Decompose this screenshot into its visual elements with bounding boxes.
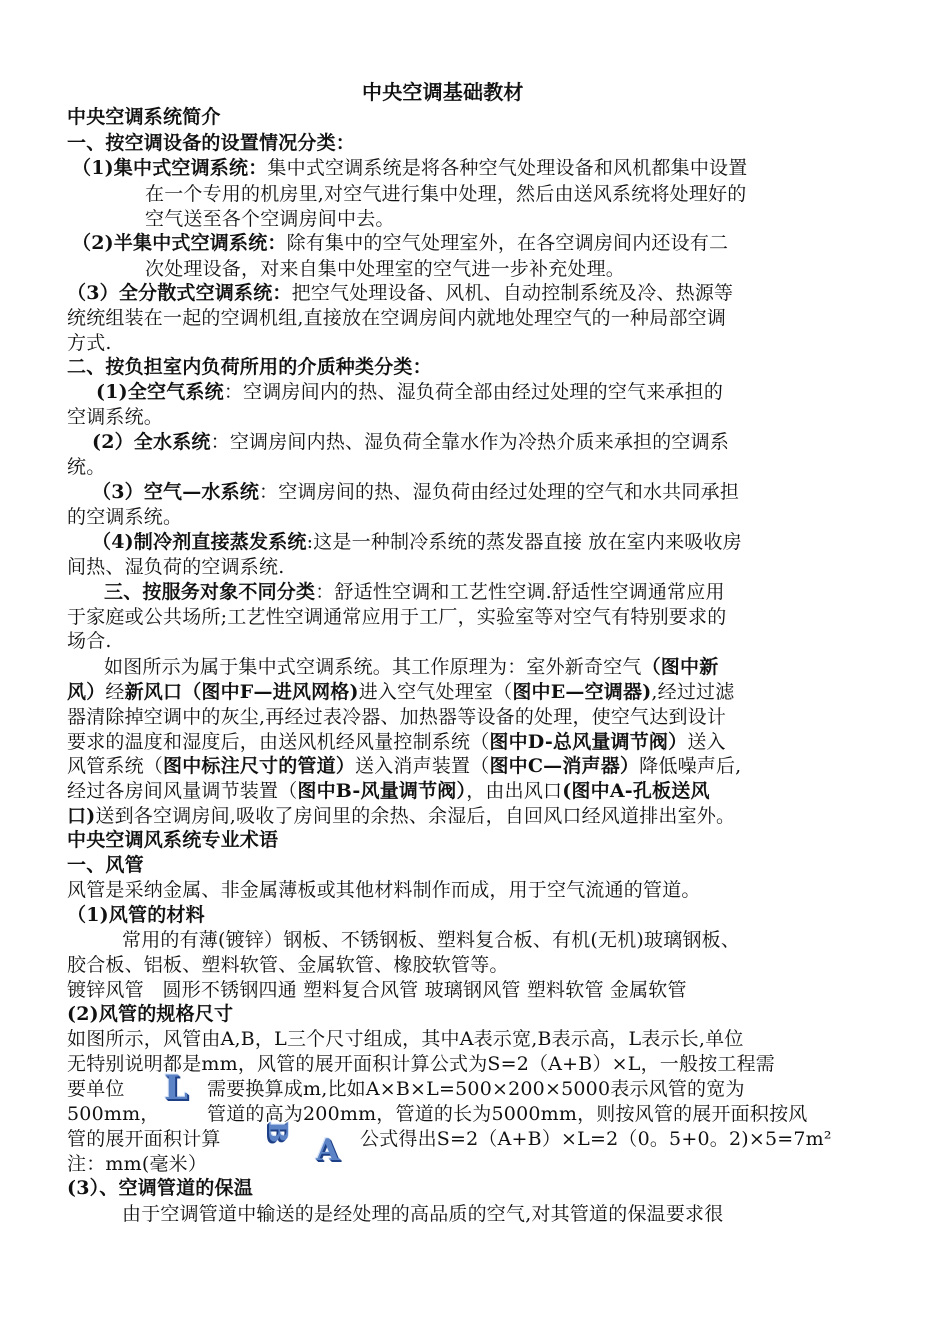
term-all-water: (2）全水系统 — [92, 431, 211, 453]
text: ，由出风口 — [466, 780, 563, 802]
bold-text: 图中D-总风量调节阀） — [489, 731, 688, 753]
document-title: 中央空调基础教材 — [362, 80, 524, 104]
term-all-air: (1)全空气系统 — [96, 381, 224, 403]
decorative-letter-b: B — [261, 1121, 292, 1143]
heading-duct: 一、风管 — [67, 854, 144, 876]
bold-text: 口) — [67, 805, 96, 827]
text: :这是一种制冷系统的蒸发器直接 放在室内来吸收房 — [306, 531, 742, 553]
decorative-letter-a: A — [316, 1133, 340, 1168]
paragraph-line: 空调系统。 — [67, 406, 164, 428]
paragraph-line: 器清除掉空调中的灰尘,再经过表冷器、加热器等设备的处理，使空气达到设计 — [67, 706, 727, 728]
paragraph-line: 需要换算成m,比如A×B×L=500×200×5000表示风管的宽为 — [207, 1078, 745, 1100]
heading-classification-by-equipment: 一、按空调设备的设置情况分类： — [67, 132, 356, 154]
bold-text: (图中A-孔板送风 — [562, 780, 710, 802]
paragraph-air-water-system — [92, 479, 739, 505]
paragraph-line — [67, 729, 726, 755]
section-title-intro: 中央空调系统简介 — [67, 106, 221, 128]
term-distributed: （3）全分散式空调系统： — [67, 282, 292, 304]
text: 集中式空调系统是将各种空气处理设备和风机都集中设置 — [267, 157, 748, 179]
heading-duct-material: （1)风管的材料 — [67, 904, 205, 926]
term-air-water: （3）空气—水系统 — [92, 481, 260, 503]
bold-text: （图中新 — [641, 656, 719, 678]
paragraph-line: 无特别说明都是mm，风管的展开面积计算公式为S=2（A+B）×L，一般按工程需 — [67, 1053, 775, 1075]
paragraph-line — [67, 803, 735, 829]
text: 送入消声装置（ — [355, 755, 490, 777]
heading-classification-by-service — [104, 579, 725, 605]
decorative-letter-l: L — [164, 1068, 188, 1108]
paragraph-line: 如图所示，风管由A,B，L三个尺寸组成，其中A表示宽,B表示高，L表示长,单位 — [67, 1028, 744, 1050]
bold-text: 图中E—空调器) — [512, 681, 652, 703]
paragraph-line: 常用的有薄(镀锌）钢板、不锈钢板、塑料复合板、有机(无机)玻璃钢板、 — [122, 929, 741, 951]
heading-duct-insulation: (3）、空调管道的保温 — [67, 1177, 253, 1199]
paragraph-note: 注：mm(毫米） — [67, 1153, 208, 1175]
paragraph-line: 管的展开面积计算 — [67, 1128, 221, 1150]
paragraph-line — [67, 753, 741, 779]
paragraph-working-principle — [104, 654, 718, 680]
term-refrigerant: （4)制冷剂直接蒸发系统 — [92, 531, 307, 553]
paragraph-line: 间热、湿负荷的空调系统. — [67, 556, 285, 578]
paragraph-line: 胶合板、铝板、塑料软管、金属软管、橡胶软管等。 — [67, 954, 509, 976]
paragraph-line: 统统组装在一起的空调机组,直接放在空调房间内就地处理空气的一种局部空调 — [67, 307, 727, 329]
text: 风管系统（ — [67, 755, 164, 777]
section-title-terminology: 中央空调风系统专业术语 — [67, 829, 279, 851]
text: ：空调房间内的热、湿负荷全部由经过处理的空气来承担的 — [223, 381, 724, 403]
paragraph-line: 空气送至各个空调房间中去。 — [145, 208, 395, 230]
heading-classification-by-medium: 二、按负担室内负荷所用的介质种类分类： — [67, 356, 432, 378]
text: 经 — [105, 681, 125, 703]
paragraph-line: 要单位 — [67, 1078, 125, 1100]
text: ：空调房间内热、湿负荷全靠水作为冷热介质来承担的空调系 — [210, 431, 730, 453]
term-service: 三、按服务对象不同分类 — [104, 581, 316, 603]
paragraph-refrigerant-system — [92, 529, 742, 555]
text: 要求的温度和湿度后，由送风机经风量控制系统（ — [67, 731, 490, 753]
paragraph-semi-centralized-system — [72, 230, 728, 256]
paragraph-line: 方式. — [67, 332, 112, 354]
text: 进入空气处理室（ — [358, 681, 513, 703]
bold-text: 图中B-风量调节阀） — [297, 780, 467, 802]
paragraph-line: 公式得出S=2（A+B）×L=2（0。5+0。2)×5=7m² — [360, 1128, 832, 1150]
text: 把空气处理设备、风机、自动控制系统及冷、热源等 — [291, 282, 734, 304]
paragraph-line: 次处理设备，对来自集中处理室的空气进一步补充处理。 — [145, 258, 626, 280]
paragraph-centralized-system — [72, 155, 747, 181]
paragraph-line: 的空调系统。 — [67, 506, 183, 528]
paragraph-line: 在一个专用的机房里,对空气进行集中处理，然后由送风系统将处理好的 — [145, 183, 747, 205]
paragraph-all-air-system — [96, 379, 723, 405]
bold-text: 图中标注尺寸的管道） — [163, 755, 356, 777]
text: ：空调房间的热、湿负荷由经过处理的空气和水共同承担 — [259, 481, 740, 503]
paragraph-line: 统。 — [67, 456, 106, 478]
text: 如图所示为属于集中式空调系统。其工作原理为：室外新奇空气 — [104, 656, 642, 678]
bold-text: 新风口（图中F—进风网格) — [124, 681, 359, 703]
paragraph-line: 场合. — [67, 630, 112, 652]
text: 送到各空调房间,吸收了房间里的余热、余湿后，自回风口经风道排出室外。 — [95, 805, 736, 827]
paragraph-line — [67, 679, 734, 705]
text: ：舒适性空调和工艺性空调.舒适性空调通常应用 — [315, 581, 725, 603]
term-semi-centralized: （2)半集中式空调系统： — [72, 232, 287, 254]
paragraph-line — [67, 778, 710, 804]
text: 降低噪声后, — [639, 755, 742, 777]
paragraph-line: 500mm， — [67, 1103, 160, 1125]
paragraph-line: 由于空调管道中输送的是经处理的高品质的空气,对其管道的保温要求很 — [122, 1203, 724, 1225]
heading-duct-size: (2)风管的规格尺寸 — [67, 1003, 234, 1025]
bold-text: 图中C—消声器） — [489, 755, 640, 777]
text: 经过各房间风量调节装置（ — [67, 780, 298, 802]
paragraph-all-water-system — [92, 429, 729, 455]
duct-type-list: 镀锌风管 圆形不锈钢四通 塑料复合风管 玻璃钢风管 塑料软管 金属软管 — [67, 979, 687, 1001]
term-centralized: （1)集中式空调系统： — [72, 157, 268, 179]
paragraph-distributed-system — [67, 280, 733, 306]
text: ,经过过滤 — [651, 681, 735, 703]
paragraph-line: 于家庭或公共场所;工艺性空调通常应用于工厂，实验室等对空气有特别要求的 — [67, 606, 727, 628]
text: 除有集中的空气处理室外，在各空调房间内还设有二 — [286, 232, 729, 254]
bold-text: 风） — [67, 681, 106, 703]
paragraph-duct-definition: 风管是采纳金属、非金属薄板或其他材料制作而成，用于空气流通的管道。 — [67, 879, 701, 901]
text: 送入 — [687, 731, 726, 753]
paragraph-line: 管道的高为200mm，管道的长为5000mm，则按风管的展开面积按风 — [207, 1103, 808, 1125]
